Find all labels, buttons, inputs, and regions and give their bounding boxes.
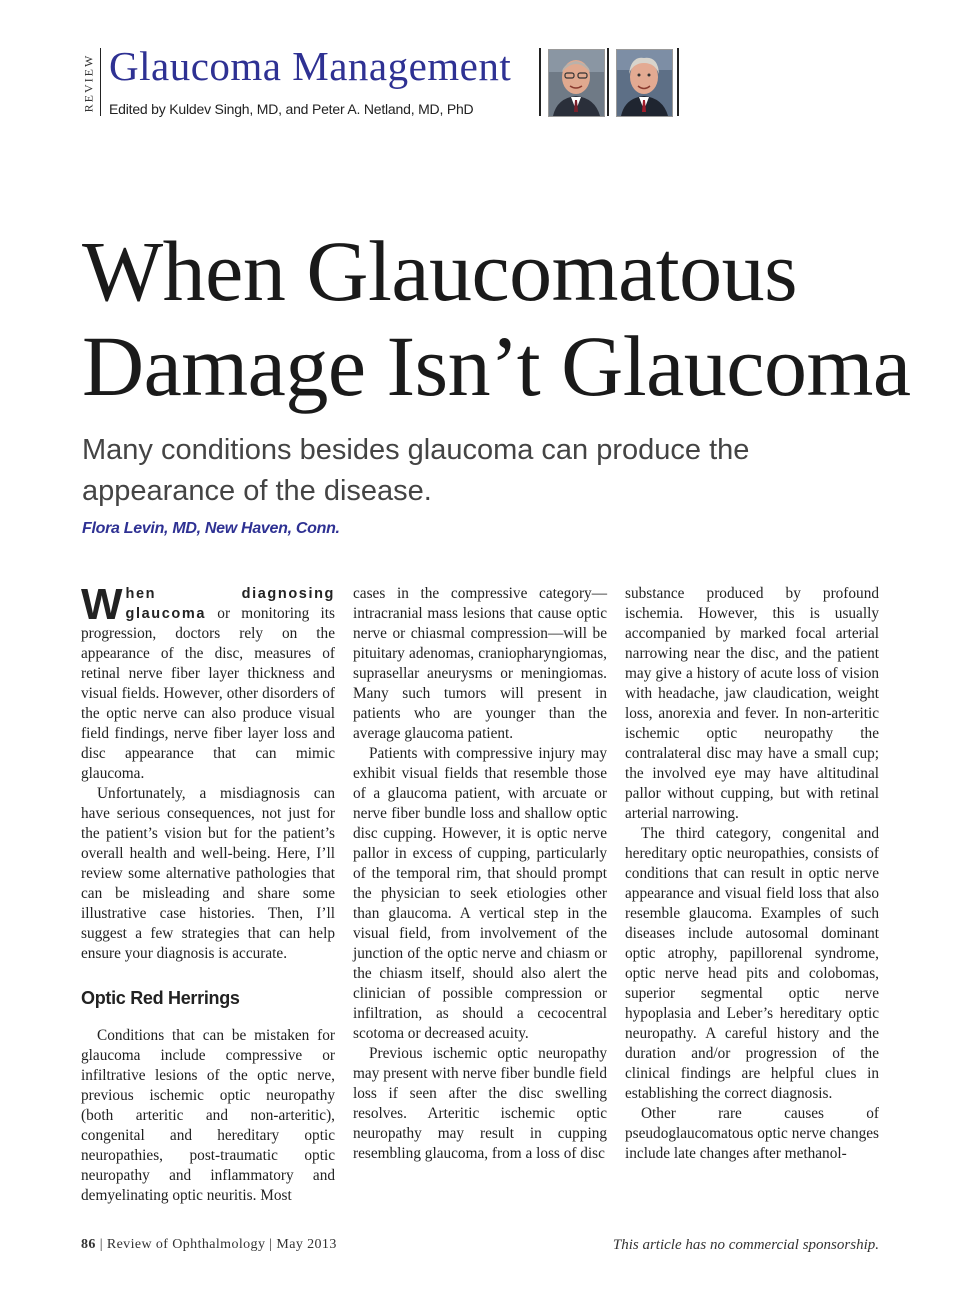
body-column-1: [81, 580, 335, 1206]
body-column-3: [625, 584, 879, 1164]
subhead: Optic Red Herrings: [81, 988, 240, 1008]
lead-in: hen diagnosing glaucoma: [125, 586, 335, 622]
editor-photo-1: [548, 49, 605, 117]
issue-date: May 2013: [276, 1237, 337, 1252]
drop-cap: W: [81, 580, 123, 629]
header-divider-photos: [539, 48, 541, 116]
paragraph: Other rare causes of pseudoglaucomatous optic nerve changes include late changes after methanol-: [625, 1105, 879, 1162]
sponsorship-note: This article has no commercial sponsorship.: [612, 1237, 879, 1253]
body-column-2: [353, 584, 607, 1164]
header-divider-left: [100, 48, 101, 116]
paragraph: The third category, congenital and hereditary optic neuropathies, consists of conditions that can result in optic nerve appearance and visual field loss that also resemble glaucoma. Examples of such diseases include autosomal dominant optic atrophy, papillorenal syndrome, optic nerve head pits and colobomas, superior segmental optic nerve hypoplasia and Leber’s hereditary optic neuropathy. A careful history and the duration and/or progression of the clinical findings are helpful clues in establishing the correct diagnosis.: [625, 825, 879, 1102]
editors-credit: Edited by Kuldev Singh, MD, and Peter A. Netland, MD, PhD: [109, 101, 474, 117]
section-title: Glaucoma Management: [109, 43, 512, 89]
paragraph: substance produced by profound ischemia. However, this is usually accompanied by marked focal arterial narrowing near the disc, and the patient may give a history of acute loss of vision with headache, jaw claudication, weight loss, anorexia and fever. In non-arteritic ischemic optic neuropathy the contralateral disc may have a small cup; the involved eye may have altitudinal pallor without cupping, but with retinal arterial narrowing.: [625, 585, 879, 822]
article-dek: Many conditions besides glaucoma can produce the appearance of the disease.: [82, 434, 750, 507]
paragraph: cases in the compressive category—intracranial mass lesions that cause optic nerve or chiasmal compression—will be pituitary adenomas, craniopharyngiomas, suprasellar aneurysms or meningiomas. Many such tumors will present in patients who are younger than the average glaucoma patient.: [353, 585, 607, 742]
article-title: [82, 224, 922, 414]
journal-name: Review of Ophthalmology: [106, 1237, 266, 1252]
article-title-line-2: Damage Isn’t Glaucoma: [82, 318, 911, 414]
editor-photo-2: [616, 49, 673, 117]
page-number: 86: [81, 1237, 96, 1252]
article-byline: Flora Levin, MD, New Haven, Conn.: [82, 520, 340, 537]
paragraph: Previous ischemic optic neuropathy may present with nerve fiber bundle field loss if seen after the disc swelling resolves. Arteritic ischemic optic neuropathy may result in cupping resembling glaucoma, from a loss of disc: [353, 1045, 607, 1162]
page-footer-left: 86 | Review of Ophthalmology | May 2013: [81, 1237, 337, 1252]
paragraph: Unfortunately, a misdiagnosis can have serious consequences, not just for the patient’s vision but for the patient’s overall health and well-being. Here, I’ll review some alternative pathologies that can be misleading and share some illustrative case histories. Then, I’ll suggest a few strategies that can help ensure your diagnosis is accurate.: [81, 785, 335, 962]
paragraph: Patients with compressive injury may exhibit visual fields that resemble those of a glaucoma patient, with arcuate or nerve fiber bundle loss and shallow optic disc cupping. However, it is optic nerve pallor in excess of cupping, particularly of the temporal rim, that should prompt the physician to seek etiologies other than glaucoma. A vertical step in the visual field, from involvement of the junction of the optic nerve and chiasm or the chiasm itself, should also alert the clinician of possible compression or infiltration, as should a cecocentral scotoma or decreased acuity.: [353, 745, 607, 1042]
paragraph: Conditions that can be mistaken for glaucoma include compressive or infiltrative lesions of the optic nerve, previous ischemic optic neuropathy (both arteritic and non-arteritic), congenital and hereditary optic neuropathies, post-traumatic optic neuropathy and inflammatory and demyelinating optic neuritis. Most: [81, 1027, 335, 1204]
section-tag-label: REVIEW: [81, 53, 96, 113]
paragraph: [81, 580, 335, 784]
header-divider-right: [677, 48, 679, 116]
header-divider-photos-mid: [607, 48, 609, 116]
article-title-line-1: When Glaucomatous: [82, 223, 798, 319]
paragraph-text: or monitoring its progression, doctors rely on the appearance of the disc, measures of retinal nerve fiber layer thickness and visual fields. However, other disorders of the optic nerve can also produce visual field findings, nerve fiber layer loss and disc appearance that can mimic glaucoma.: [81, 605, 335, 782]
